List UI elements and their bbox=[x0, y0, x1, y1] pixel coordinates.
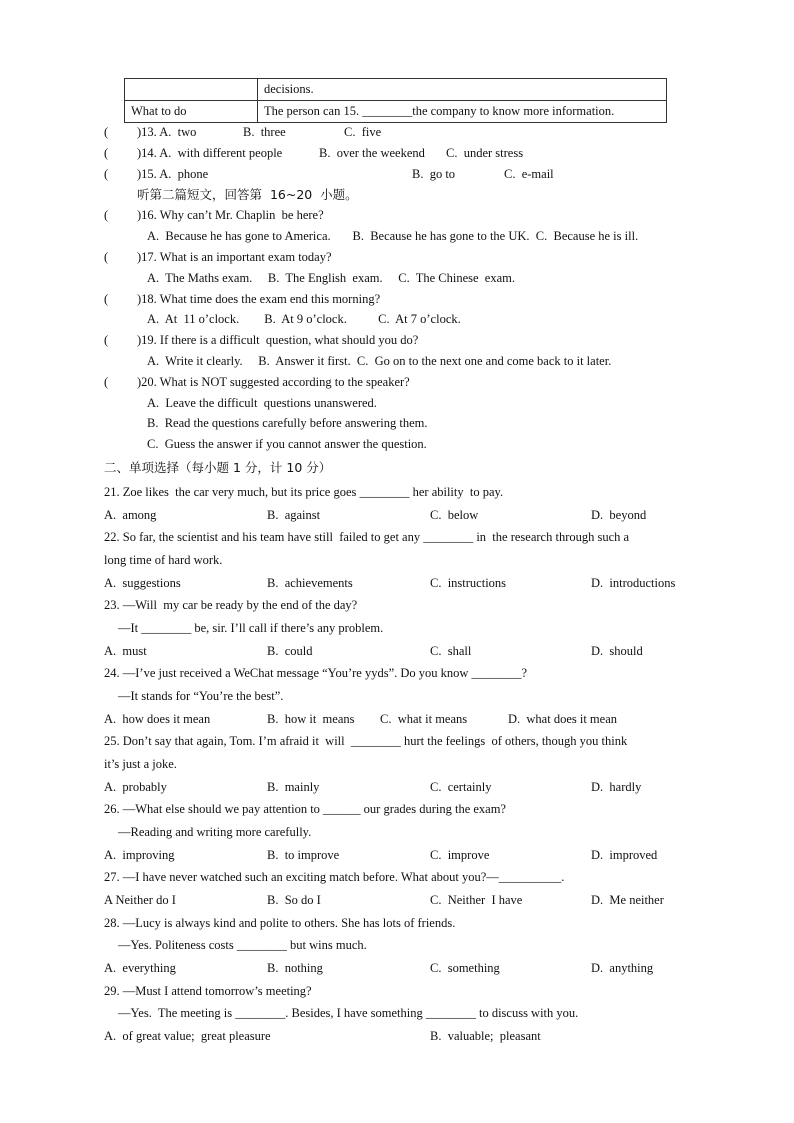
question-18-options: A. At 11 o’clock. B. At 9 o’clock. C. At 7 o’clock. bbox=[147, 312, 461, 326]
option-d: D. should bbox=[591, 644, 643, 658]
option-b: B. against bbox=[267, 508, 321, 522]
question-23-reply: —It ________ be, sir. I’ll call if there’s any problem. bbox=[118, 621, 384, 635]
question-20-stem: )20. What is NOT suggested according to the speaker? bbox=[137, 375, 410, 389]
section-2-title: 二、单项选择（每小题 1 分，计 10 分） bbox=[104, 460, 332, 475]
question-21-stem: 21. Zoe likes the car very much, but its price goes ________ her ability to pay. bbox=[104, 485, 504, 499]
option-c: C. certainly bbox=[430, 780, 492, 794]
info-table bbox=[124, 78, 667, 123]
option-b: B. go to bbox=[412, 167, 456, 181]
answer-paren: ( bbox=[104, 333, 109, 347]
option-b: B. valuable; pleasant bbox=[430, 1029, 541, 1043]
table-row bbox=[125, 79, 667, 101]
option-a: A. of great value; great pleasure bbox=[104, 1029, 271, 1043]
answer-paren: ( bbox=[104, 208, 109, 222]
option-b: B. achievements bbox=[267, 576, 353, 590]
option-b: B. how it means bbox=[267, 712, 355, 726]
option-a: A Neither do I bbox=[104, 893, 176, 907]
question-27-stem: 27. —I have never watched such an exciting match before. What about you?—__________. bbox=[104, 870, 565, 884]
question-29-stem: 29. —Must I attend tomorrow’s meeting? bbox=[104, 984, 312, 998]
question-26-reply: —Reading and writing more carefully. bbox=[118, 825, 312, 839]
option-a: A. how does it mean bbox=[104, 712, 211, 726]
option-b: B. Read the questions carefully before answering them. bbox=[147, 416, 428, 430]
option-a: A. everything bbox=[104, 961, 176, 975]
option-d: D. hardly bbox=[591, 780, 642, 794]
option-c: C. improve bbox=[430, 848, 490, 862]
option-b: B. So do I bbox=[267, 893, 321, 907]
question-25-stem: 25. Don’t say that again, Tom. I’m afraid it will ________ hurt the feelings of others, though you think bbox=[104, 734, 628, 748]
question-28-stem: 28. —Lucy is always kind and polite to others. She has lots of friends. bbox=[104, 916, 456, 930]
option-d: D. what does it mean bbox=[508, 712, 618, 726]
option-a: A. must bbox=[104, 644, 147, 658]
question-14: )14. A. with different people bbox=[137, 146, 283, 160]
question-15: )15. A. phone bbox=[137, 167, 209, 181]
option-c: C. what it means bbox=[380, 712, 468, 726]
answer-paren: ( bbox=[104, 292, 109, 306]
option-c: C. shall bbox=[430, 644, 472, 658]
table-cell bbox=[125, 79, 258, 101]
option-c: C. five bbox=[344, 125, 382, 139]
option-b: B. mainly bbox=[267, 780, 320, 794]
question-16-options: A. Because he has gone to America. B. Because he has gone to the UK. C. Because he is ill. bbox=[147, 229, 639, 243]
option-a: A. Leave the difficult questions unanswered. bbox=[147, 396, 377, 410]
option-b: B. over the weekend bbox=[319, 146, 425, 160]
option-c: C. below bbox=[430, 508, 479, 522]
question-22-stem: 22. So far, the scientist and his team have still failed to get any ________ in the research through such a bbox=[104, 530, 630, 544]
option-d: D. improved bbox=[591, 848, 658, 862]
answer-paren: ( bbox=[104, 146, 109, 160]
answer-paren: ( bbox=[104, 125, 109, 139]
option-d: D. anything bbox=[591, 961, 654, 975]
question-17-options: A. The Maths exam. B. The English exam. C. The Chinese exam. bbox=[147, 271, 515, 285]
option-c: C. something bbox=[430, 961, 500, 975]
table-cell: decisions. bbox=[258, 79, 667, 101]
option-a: A. improving bbox=[104, 848, 175, 862]
question-24-reply: —It stands for “You’re the best”. bbox=[118, 689, 284, 703]
question-16-stem: )16. Why can’t Mr. Chaplin be here? bbox=[137, 208, 324, 222]
option-c: C. e-mail bbox=[504, 167, 554, 181]
option-a: A. suggestions bbox=[104, 576, 181, 590]
question-22-stem-cont: long time of hard work. bbox=[104, 553, 223, 567]
question-29-reply: —Yes. The meeting is ________. Besides, I have something ________ to discuss with you. bbox=[118, 1006, 579, 1020]
question-24-stem: 24. —I’ve just received a WeChat message “You’re yyds”. Do you know ________? bbox=[104, 666, 528, 680]
option-d: D. Me neither bbox=[591, 893, 664, 907]
option-c: C. Guess the answer if you cannot answer the question. bbox=[147, 437, 427, 451]
question-23-stem: 23. —Will my car be ready by the end of the day? bbox=[104, 598, 358, 612]
answer-paren: ( bbox=[104, 167, 109, 181]
question-26-stem: 26. —What else should we pay attention to ______ our grades during the exam? bbox=[104, 802, 506, 816]
table-cell: The person can 15. ________the company to know more information. bbox=[258, 101, 667, 123]
option-c: C. Neither I have bbox=[430, 893, 523, 907]
answer-paren: ( bbox=[104, 375, 109, 389]
option-a: A. among bbox=[104, 508, 157, 522]
answer-paren: ( bbox=[104, 250, 109, 264]
table-cell: What to do bbox=[125, 101, 258, 123]
question-17-stem: )17. What is an important exam today? bbox=[137, 250, 332, 264]
option-d: D. introductions bbox=[591, 576, 676, 590]
question-19-stem: )19. If there is a difficult question, what should you do? bbox=[137, 333, 419, 347]
option-a: A. probably bbox=[104, 780, 167, 794]
option-c: C. instructions bbox=[430, 576, 507, 590]
question-13: )13. A. two bbox=[137, 125, 197, 139]
option-b: B. three bbox=[243, 125, 286, 139]
option-b: B. to improve bbox=[267, 848, 340, 862]
question-28-reply: —Yes. Politeness costs ________ but wins much. bbox=[118, 938, 367, 952]
question-25-stem-cont: it’s just a joke. bbox=[104, 757, 177, 771]
option-b: B. could bbox=[267, 644, 313, 658]
question-19-options: A. Write it clearly. B. Answer it first. C. Go on to the next one and come back to it later. bbox=[147, 354, 612, 368]
question-18-stem: )18. What time does the exam end this morning? bbox=[137, 292, 381, 306]
table-row bbox=[125, 101, 667, 123]
option-b: B. nothing bbox=[267, 961, 323, 975]
option-d: D. beyond bbox=[591, 508, 647, 522]
passage-2-instruction: 听第二篇短文，回答第 16~20 小题。 bbox=[137, 187, 358, 202]
option-c: C. under stress bbox=[446, 146, 524, 160]
